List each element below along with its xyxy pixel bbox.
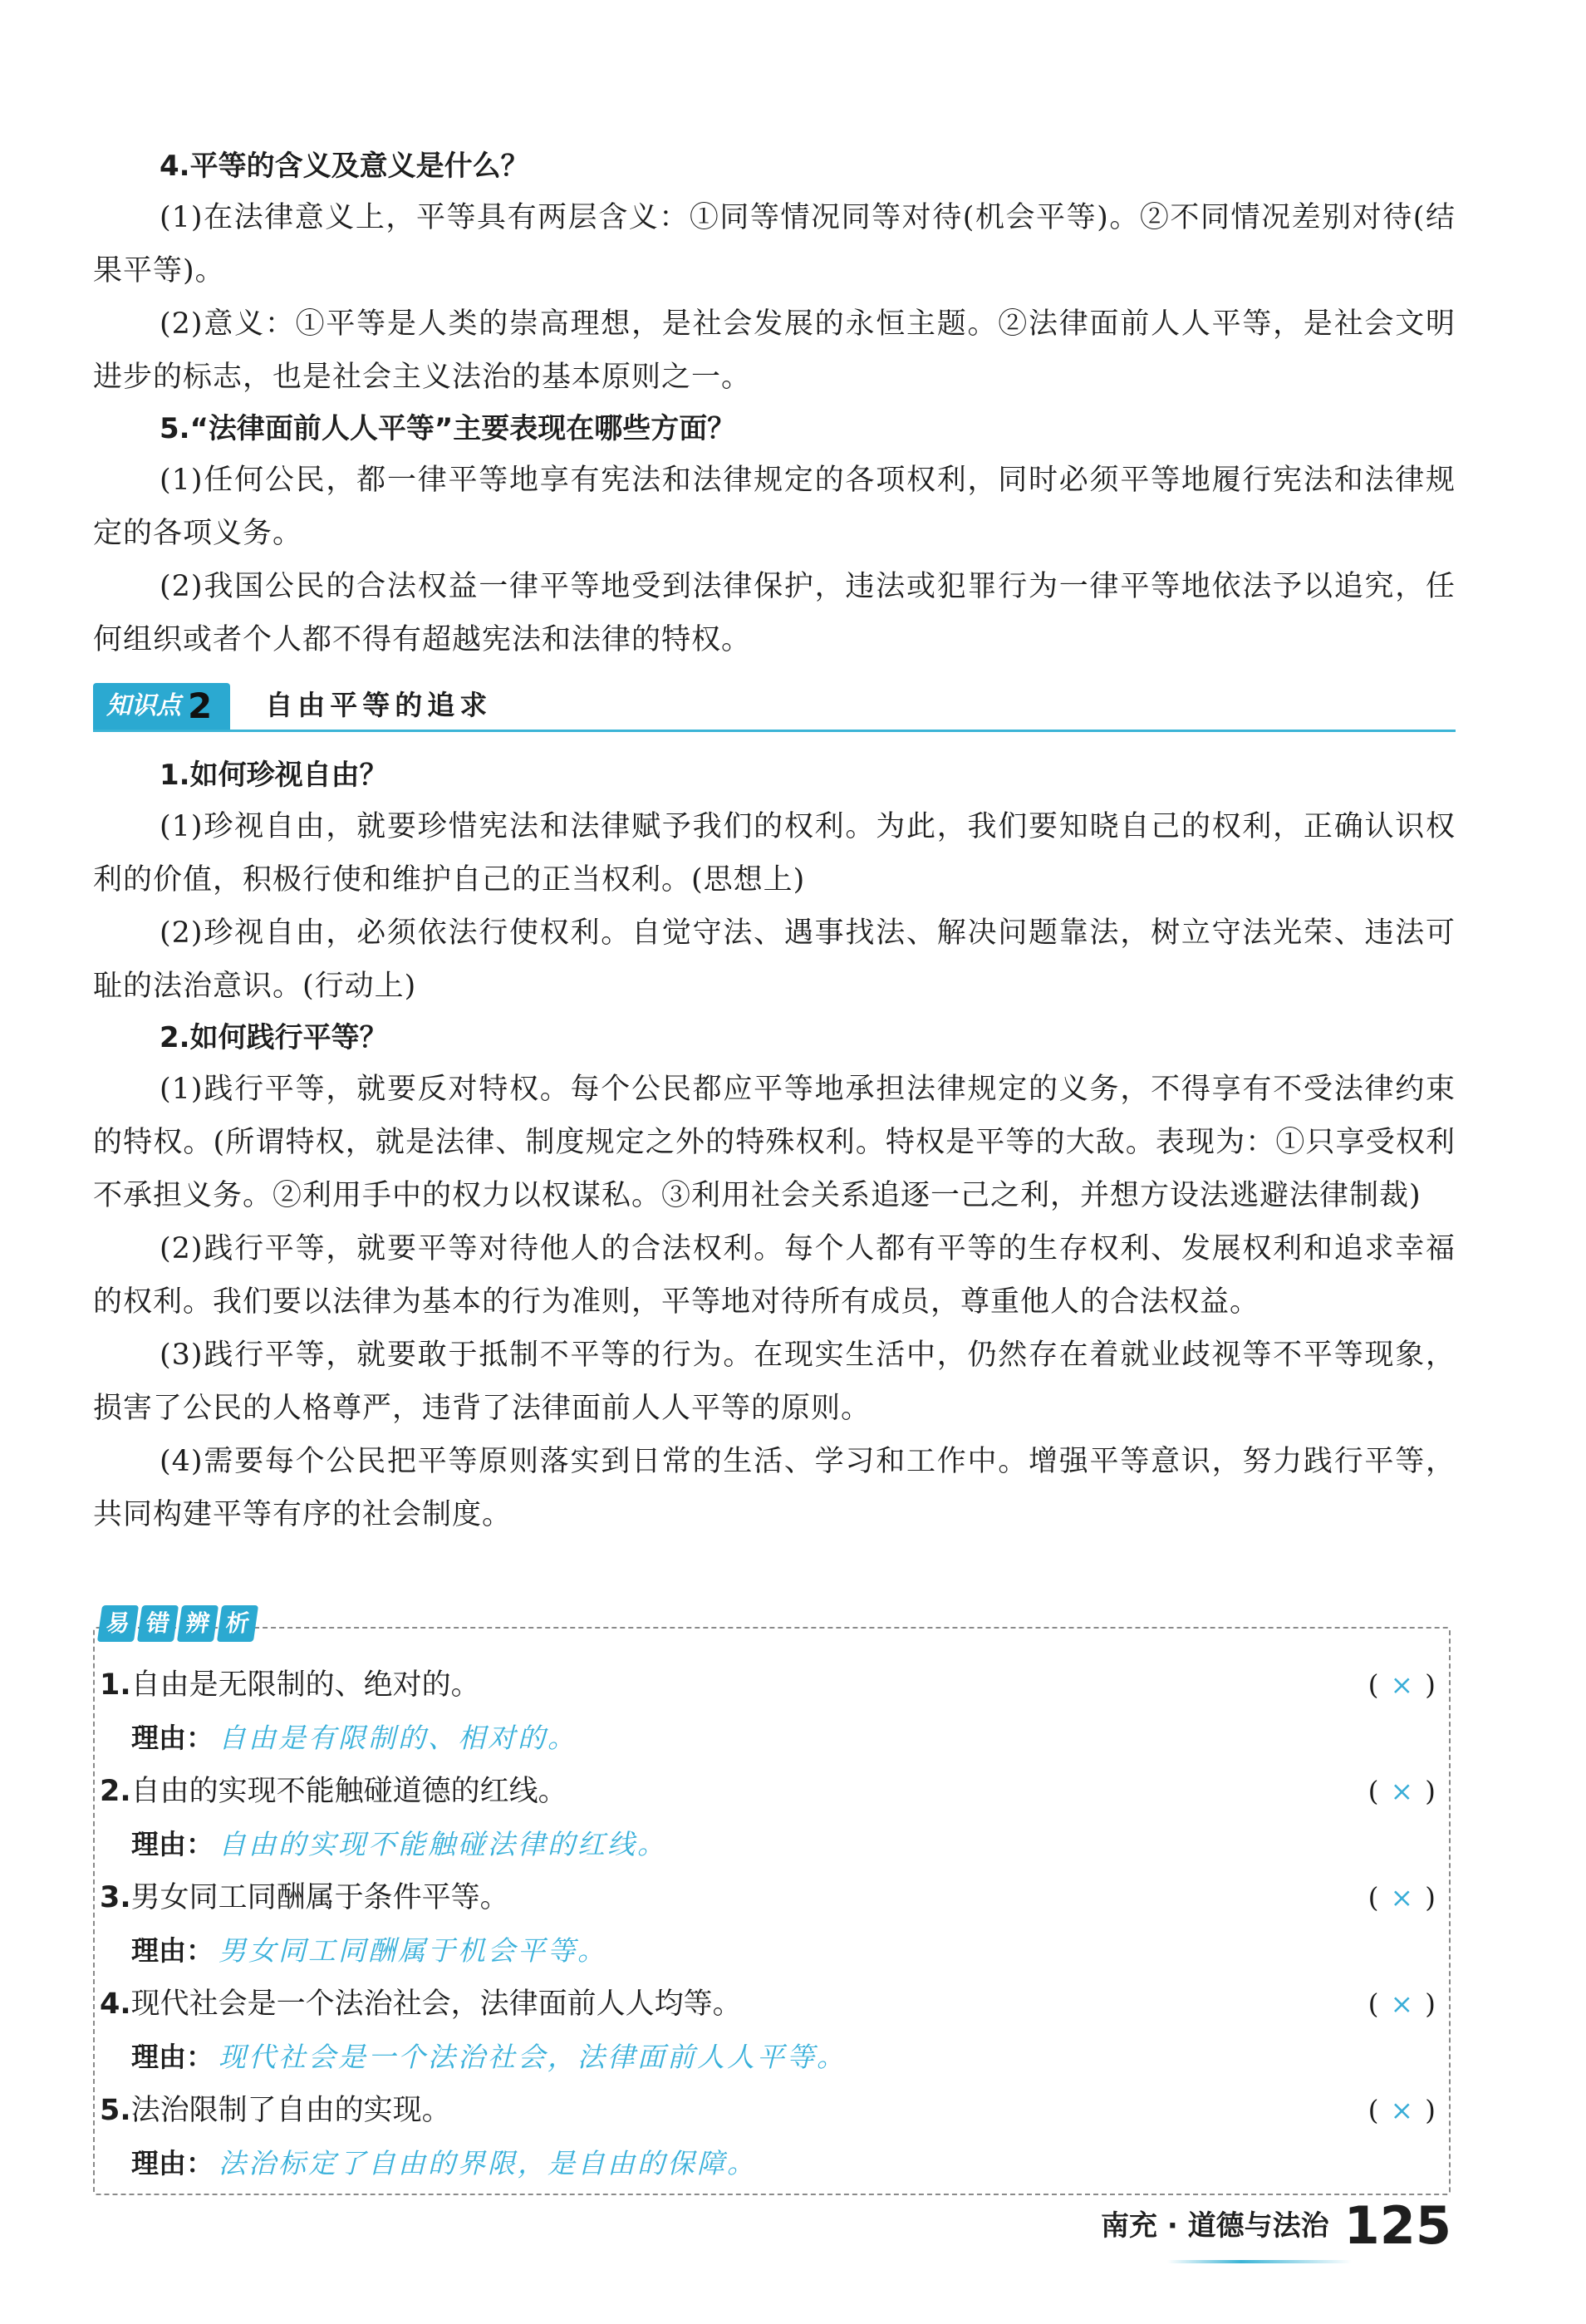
judgement-mark: ( × ) [1367, 1668, 1441, 1701]
reason-line [100, 2137, 1441, 2190]
cross-icon: × [1390, 1668, 1419, 1701]
paragraph: (1)任何公民，都一律平等地享有宪法和法律规定的各项权利，同时必须平等地履行宪法和法律规定的各项义务。 [93, 464, 1456, 550]
reason-label: 理由： [131, 1934, 214, 1967]
question-heading: 5.“法律面前人人平等”主要表现在哪些方面？ [160, 412, 736, 445]
reason-label: 理由： [131, 2041, 214, 2073]
knowledge-point-label: 知识点 [106, 691, 181, 720]
judgement-mark: ( × ) [1367, 1881, 1441, 1914]
cross-icon: × [1390, 1775, 1419, 1807]
question-heading: 2.如何践行平等？ [160, 1021, 388, 1054]
question-heading: 4.平等的含义及意义是什么？ [160, 150, 529, 183]
knowledge-point-number: 2 [188, 685, 213, 726]
knowledge-point-header [93, 678, 1456, 732]
error-statement [100, 1871, 1441, 1924]
paragraph: (2)珍视自由，必须依法行使权利。自觉守法、遇事找法、解决问题靠法，树立守法光荣、违法可耻的法治意识。(行动上) [93, 916, 1456, 1003]
error-text: 自由的实现不能触碰道德的红线。 [130, 1775, 567, 1808]
tag-char: 析 [217, 1605, 258, 1642]
error-analysis-box [93, 1609, 1451, 2195]
footer-book-title: 南充 · 道德与法治 [1100, 2209, 1329, 2243]
paragraph: (2)我国公民的合法权益一律平等地受到法律保护，违法或犯罪行为一律平等地依法予以追究，任何组织或者个人都不得有超越宪法和法律的特权。 [93, 570, 1456, 656]
error-text: 男女同工同酬属于条件平等。 [130, 1881, 509, 1914]
tag-char: 易 [97, 1605, 139, 1642]
reason-text: 男女同工同酬属于机会平等。 [219, 1934, 607, 1967]
question-heading: 1.如何珍视自由？ [160, 759, 388, 792]
reason-text: 自由是有限制的、相对的。 [219, 1722, 577, 1754]
tag-char: 辨 [177, 1605, 219, 1642]
knowledge-point-title: 自由平等的追求 [265, 689, 493, 721]
cross-icon: × [1390, 1987, 1419, 2020]
reason-line [100, 1924, 1441, 1978]
judgement-mark: ( × ) [1367, 2094, 1441, 2126]
paragraph: (1)珍视自由，就要珍惜宪法和法律赋予我们的权利。为此，我们要知晓自己的权利，正确认识权利的价值，积极行使和维护自己的正当权利。(思想上) [93, 810, 1456, 897]
paragraph: (3)践行平等，就要敢于抵制不平等的行为。在现实生活中，仍然存在着就业歧视等不平等现象，损害了公民的人格尊严，违背了法律面前人人平等的原则。 [93, 1339, 1456, 1425]
tag-char: 错 [137, 1605, 179, 1642]
page-number: 125 [1343, 2195, 1451, 2256]
reason-text: 自由的实现不能触碰法律的红线。 [219, 1828, 667, 1860]
paragraph: (2)意义：①平等是人类的崇高理想，是社会发展的永恒主题。②法律面前人人平等，是社会文明进步的标志，也是社会主义法治的基本原则之一。 [93, 307, 1456, 394]
judgement-mark: ( × ) [1367, 1775, 1441, 1807]
error-text: 自由是无限制的、绝对的。 [130, 1668, 480, 1702]
error-text: 现代社会是一个法治社会，法律面前人人均等。 [130, 1987, 742, 2021]
reason-text: 现代社会是一个法治社会，法律面前人人平等。 [219, 2041, 847, 2073]
cross-icon: × [1390, 2094, 1419, 2126]
error-number: 2. [100, 1775, 131, 1808]
error-statement [100, 2084, 1441, 2137]
error-number: 1. [100, 1668, 131, 1702]
error-list [100, 1658, 1441, 2190]
main-content [93, 141, 1456, 1541]
error-number: 3. [100, 1881, 131, 1914]
cross-icon: × [1390, 1881, 1419, 1914]
paragraph: (1)在法律意义上，平等具有两层含义：①同等情况同等对待(机会平等)。②不同情况差别对待(结果平等)。 [93, 201, 1456, 287]
error-statement [100, 1658, 1441, 1712]
reason-line [100, 1818, 1441, 1871]
error-number: 5. [100, 2094, 131, 2127]
paragraph: (2)践行平等，就要平等对待他人的合法权利。每个人都有平等的生存权利、发展权利和追求幸福的权利。我们要以法律为基本的行为准则，平等地对待所有成员，尊重他人的合法权益。 [93, 1232, 1456, 1319]
error-text: 法治限制了自由的实现。 [130, 2094, 451, 2127]
reason-label: 理由： [131, 1722, 214, 1754]
reason-text: 法治标定了自由的界限，是自由的保障。 [219, 2147, 757, 2179]
error-analysis-tag [100, 1605, 256, 1642]
page-footer [1100, 2195, 1451, 2256]
judgement-mark: ( × ) [1367, 1987, 1441, 2020]
footer-decoration-line [1167, 2260, 1352, 2263]
error-number: 4. [100, 1987, 131, 2021]
knowledge-point-badge [93, 683, 230, 730]
error-statement [100, 1765, 1441, 1818]
paragraph: (4)需要每个公民把平等原则落实到日常的生活、学习和工作中。增强平等意识，努力践行平等，共同构建平等有序的社会制度。 [93, 1445, 1456, 1531]
reason-label: 理由： [131, 2147, 214, 2179]
reason-label: 理由： [131, 1828, 214, 1860]
error-statement [100, 1978, 1441, 2031]
reason-line [100, 2031, 1441, 2084]
reason-line [100, 1712, 1441, 1765]
paragraph: (1)践行平等，就要反对特权。每个公民都应平等地承担法律规定的义务，不得享有不受法律约束的特权。(所谓特权，就是法律、制度规定之外的特殊权利。特权是平等的大敌。表现为：①只享受权利不承担义务。②利用手中的权力以权谋私。③利用社会关系追逐一己之利，并想方设法逃避法律制裁) [93, 1073, 1456, 1212]
